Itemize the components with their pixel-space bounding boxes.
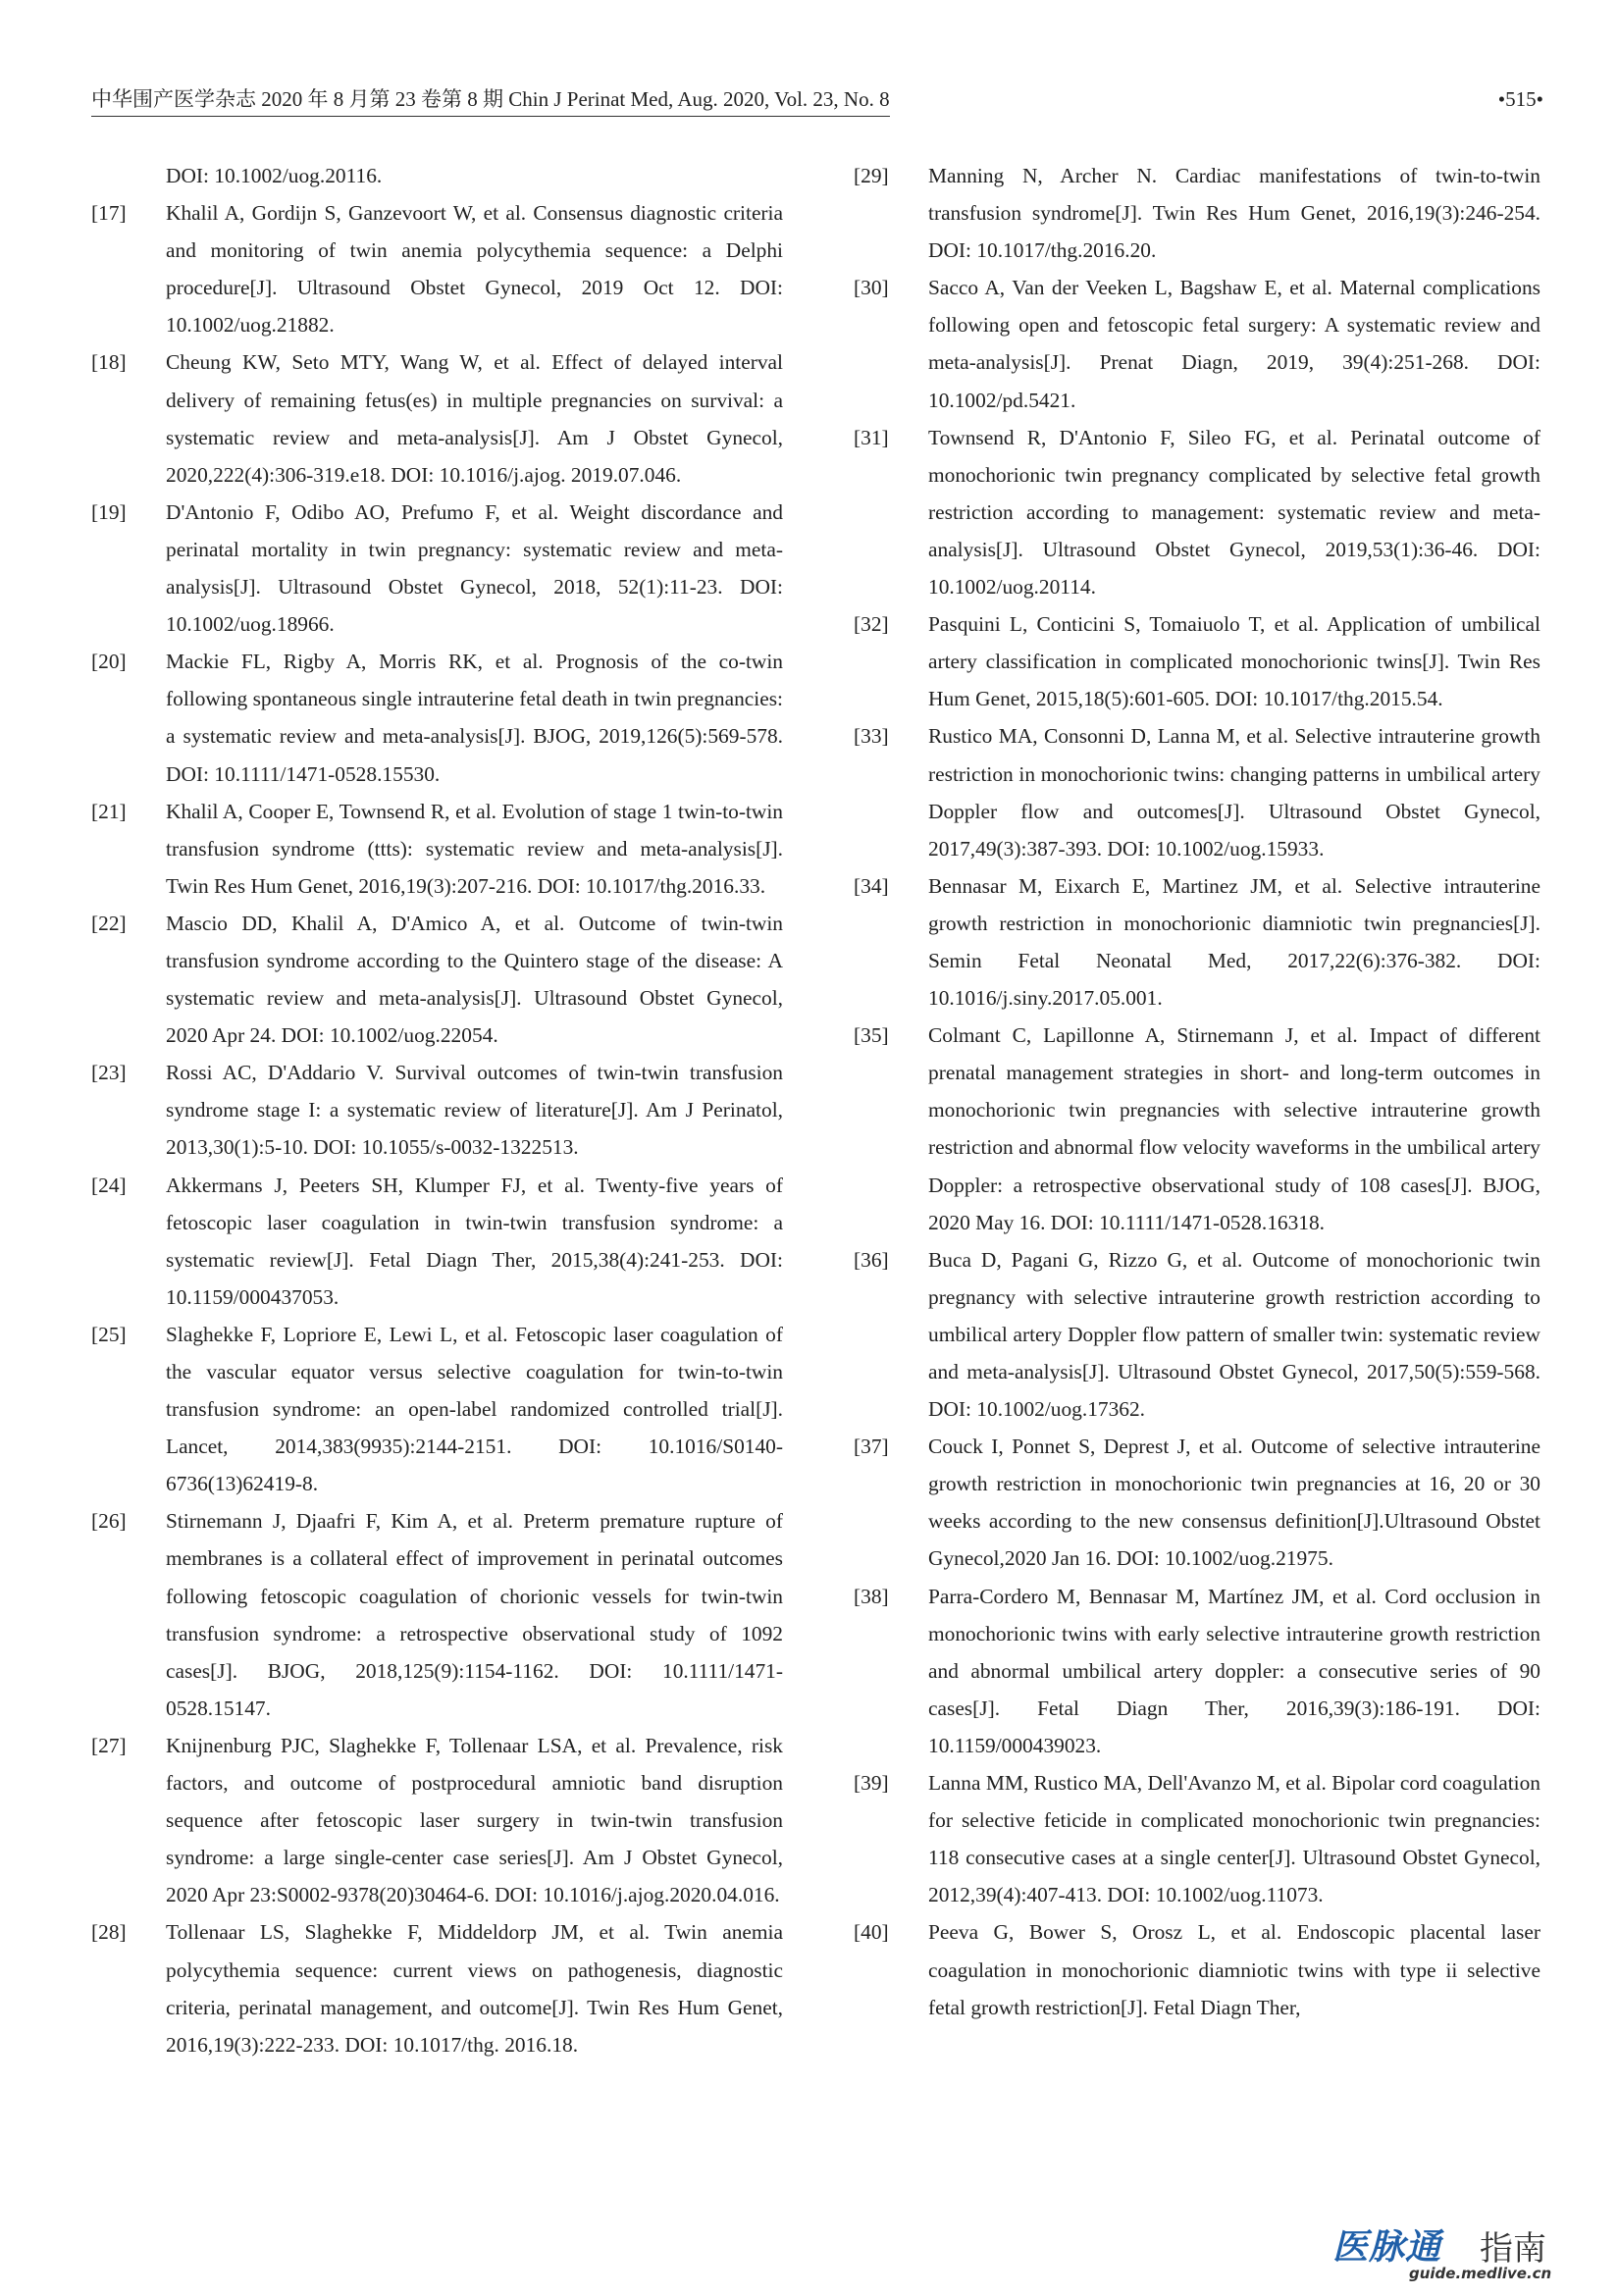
reference-item [91,905,783,1054]
reference-number: [38] [854,1584,889,1608]
reference-text: Sacco A, Van der Veeken L, Bagshaw E, et al. Maternal complications following open and fetoscopic fetal surgery: A systematic review and meta-analysis[J]. Prenat Diagn, 2019, 39(4):251-268. DOI: 10.1002/pd.5421. [928,276,1540,412]
medlive-watermark [1332,2219,1558,2284]
reference-text: Manning N, Archer N. Cardiac manifestations of twin-to-twin transfusion syndrome[J]. Twin Res Hum Genet, 2016,19(3):246-254. DOI: 10.1017/thg.2016.20. [928,164,1540,263]
brand-suffix: 指南 [1480,2229,1546,2269]
reference-text: Tollenaar LS, Slaghekke F, Middeldorp JM, et al. Twin anemia polycythemia sequence: current views on pathogenesis, diagnostic criteria, perinatal management, and outcome[J]. Twin Res Hum Genet, 2016,19(3):222-233. DOI: 10.1017/thg. 2016.18. [166,1920,783,2057]
reference-text: Khalil A, Gordijn S, Ganzevoort W, et al. Consensus diagnostic criteria and monitoring of twin anemia polycythemia sequence: a Delphi procedure[J]. Ultrasound Obstet Gynecol, 2019 Oct 12. DOI: 10.1002/uog.21882. [166,201,783,338]
reference-number: [36] [854,1247,889,1272]
reference-column-right [854,157,1540,2026]
reference-text: Knijnenburg PJC, Slaghekke F, Tollenaar LSA, et al. Prevalence, risk factors, and outcome of postprocedural amniotic band disruption sequence after fetoscopic laser surgery in twin-twin transfusion syndrome: a large single-center case series[J]. Am J Obstet Gynecol, 2020 Apr 23:S0002-9378(20)30464-6. DOI: 10.1016/j.ajog.2020.04.016. [166,1733,783,1907]
reference-text: Buca D, Pagani G, Rizzo G, et al. Outcome of monochorionic twin pregnancy with selective intrauterine growth restriction according to umbilical artery Doppler flow pattern of smaller twin: systematic review and meta-analysis[J]. Ultrasound Obstet Gynecol, 2017,50(5):559-568. DOI: 10.1002/uog.17362. [928,1247,1540,1422]
reference-item [854,717,1540,866]
reference-item [91,194,783,343]
reference-number: [17] [91,201,127,226]
reference-text: Couck I, Ponnet S, Deprest J, et al. Outcome of selective intrauterine growth restriction in monochorionic twin pregnancies at 16, 20 or 30 weeks according to the new consensus definition[J].Ultrasound Obstet Gynecol,2020 Jan 16. DOI: 10.1002/uog.21975. [928,1435,1540,1571]
reference-number: [18] [91,350,127,375]
reference-number: [23] [91,1061,127,1085]
reference-number: [37] [854,1435,889,1459]
reference-item [91,1054,783,1166]
reference-number: [25] [91,1322,127,1346]
reference-text: D'Antonio F, Odibo AO, Prefumo F, et al. Weight discordance and perinatal mortality in twin pregnancy: systematic review and meta-analysis[J]. Ultrasound Obstet Gynecol, 2018, 52(1):11-23. DOI: 10.1002/uog.18966. [166,499,783,637]
reference-number: [32] [854,612,889,637]
reference-text: Khalil A, Cooper E, Townsend R, et al. Evolution of stage 1 twin-to-twin transfusion syndrome (ttts): systematic review and meta-analysis[J]. Twin Res Hum Genet, 2016,19(3):207-216. DOI: 10.1017/thg.2016.33. [166,799,783,898]
reference-item [91,1316,783,1502]
reference-item [854,867,1540,1017]
reference-item [854,269,1540,418]
brand-logo: 医脉通 [1332,2227,1442,2268]
reference-item [854,1764,1540,1913]
page-header [91,84,1543,122]
reference-text: Slaghekke F, Lopriore E, Lewi L, et al. Fetoscopic laser coagulation of the vascular equator versus selective coagulation for twin-to-twin transfusion syndrome: an open-label randomized controlled trial[J]. Lancet, 2014,383(9935):2144-2151. DOI: 10.1016/S0140-6736(13)62419-8. [166,1322,783,1496]
reference-item [854,1578,1540,1764]
reference-text: Stirnemann J, Djaafri F, Kim A, et al. Preterm premature rupture of membranes is a collateral effect of improvement in perinatal outcomes following fetoscopic coagulation of chorionic vessels for twin-twin transfusion syndrome: a retrospective observational study of 1092 cases[J]. BJOG, 2018,125(9):1154-1162. DOI: 10.1111/1471-0528.15147. [166,1509,783,1720]
reference-item [91,343,783,493]
reference-item [91,1502,783,1727]
reference-number: [40] [854,1920,889,1945]
reference-number: [19] [91,499,127,524]
reference-item [854,1241,1540,1428]
reference-text: Cheung KW, Seto MTY, Wang W, et al. Effect of delayed interval delivery of remaining fetus(es) in multiple pregnancies on survival: a systematic review and meta-analysis[J]. Am J Obstet Gynecol, 2020,222(4):306-319.e18. DOI: 10.1016/j.ajog. 2019.07.046. [166,350,783,487]
reference-item [854,1913,1540,2025]
reference-text: Bennasar M, Eixarch E, Martinez JM, et al. Selective intrauterine growth restriction in monochorionic diamniotic twin pregnancies[J]. Semin Fetal Neonatal Med, 2017,22(6):376-382. DOI: 10.1016/j.siny.2017.05.001. [928,873,1540,1011]
reference-item [854,605,1540,717]
reference-text: Peeva G, Bower S, Orosz L, et al. Endoscopic placental laser coagulation in monochorionic diamniotic twins with type ii selective fetal growth restriction[J]. Fetal Diagn Ther, [928,1920,1540,2019]
brand-url: guide.medlive.cn [1409,2265,1552,2282]
reference-text: Rustico MA, Consonni D, Lanna M, et al. Selective intrauterine growth restriction in monochorionic twins: changing patterns in umbilical artery Doppler flow and outcomes[J]. Ultrasound Obstet Gynecol, 2017,49(3):387-393. DOI: 10.1002/uog.15933. [928,724,1540,861]
reference-number: [33] [854,724,889,749]
reference-text: Parra-Cordero M, Bennasar M, Martínez JM, et al. Cord occlusion in monochorionic twins with early selective intrauterine growth restriction and abnormal umbilical artery doppler: a consecutive series of 90 cases[J]. Fetal Diagn Ther, 2016,39(3):186-191. DOI: 10.1159/000439023. [928,1584,1540,1757]
reference-number: [24] [91,1173,127,1197]
reference-text: Rossi AC, D'Addario V. Survival outcomes of twin-twin transfusion syndrome stage I: a systematic review of literature[J]. Am J Perinatol, 2013,30(1):5-10. DOI: 10.1055/s-0032-1322513. [166,1061,783,1160]
reference-number: [22] [91,911,127,935]
reference-item [854,1017,1540,1241]
reference-number: [28] [91,1920,127,1945]
reference-column-left [91,157,783,2063]
reference-text: Mackie FL, Rigby A, Morris RK, et al. Prognosis of the co-twin following spontaneous single intrauterine fetal death in twin pregnancies: a systematic review and meta-analysis[J]. BJOG, 2019,126(5):569-578. DOI: 10.1111/1471-0528.15530. [166,650,783,786]
reference-continuation: DOI: 10.1002/uog.20116. [166,164,383,187]
reference-item [91,1913,783,2062]
reference-item [91,494,783,643]
reference-number: [34] [854,873,889,898]
reference-number: [27] [91,1733,127,1757]
reference-item [91,793,783,905]
reference-item [91,1167,783,1316]
journal-running-title: 中华围产医学杂志 2020 年 8 月第 23 卷第 8 期 Chin J Perinat Med, Aug. 2020, Vol. 23, No. 8 [91,84,890,117]
reference-number: [31] [854,425,889,449]
reference-number: [35] [854,1023,889,1048]
reference-text: Pasquini L, Conticini S, Tomaiuolo T, et al. Application of umbilical artery classification in complicated monochorionic twins[J]. Twin Res Hum Genet, 2015,18(5):601-605. DOI: 10.1017/thg.2015.54. [928,612,1540,711]
reference-number: [39] [854,1771,889,1796]
reference-text: Townsend R, D'Antonio F, Sileo FG, et al. Perinatal outcome of monochorionic twin pregnancy complicated by selective fetal growth restriction according to management: systematic review and meta-analysis[J]. Ultrasound Obstet Gynecol, 2019,53(1):36-46. DOI: 10.1002/uog.20114. [928,425,1540,600]
reference-item [854,1428,1540,1577]
reference-text: Mascio DD, Khalil A, D'Amico A, et al. Outcome of twin-twin transfusion syndrome according to the Quintero stage of the disease: A systematic review and meta-analysis[J]. Ultrasound Obstet Gynecol, 2020 Apr 24. DOI: 10.1002/uog.22054. [166,911,783,1048]
reference-text: Akkermans J, Peeters SH, Klumper FJ, et al. Twenty-five years of fetoscopic laser coagulation in twin-twin transfusion syndrome: a systematic review[J]. Fetal Diagn Ther, 2015,38(4):241-253. DOI: 10.1159/000437053. [166,1173,783,1309]
reference-number: [26] [91,1509,127,1534]
reference-item [91,643,783,792]
reference-text: Colmant C, Lapillonne A, Stirnemann J, et al. Impact of different prenatal management strategies in short- and long-term outcomes in monochorionic twin pregnancies with selective intrauterine growth restriction and abnormal flow velocity waveforms in the umbilical artery Doppler: a retrospective observational study of 108 cases[J]. BJOG, 2020 May 16. DOI: 10.1111/1471-0528.16318. [928,1023,1540,1234]
reference-item [854,157,1540,269]
reference-item [91,1727,783,1913]
reference-item [854,419,1540,605]
page-number: •515• [1497,87,1543,111]
reference-number: [29] [854,164,889,187]
reference-text: Lanna MM, Rustico MA, Dell'Avanzo M, et al. Bipolar cord coagulation for selective feticide in complicated monochorionic twin pregnancies: 118 consecutive cases at a single center[J]. Ultrasound Obstet Gynecol, 2012,39(4):407-413. DOI: 10.1002/uog.11073. [928,1771,1540,1907]
reference-number: [20] [91,650,127,674]
reference-number: [21] [91,799,127,823]
reference-number: [30] [854,276,889,300]
